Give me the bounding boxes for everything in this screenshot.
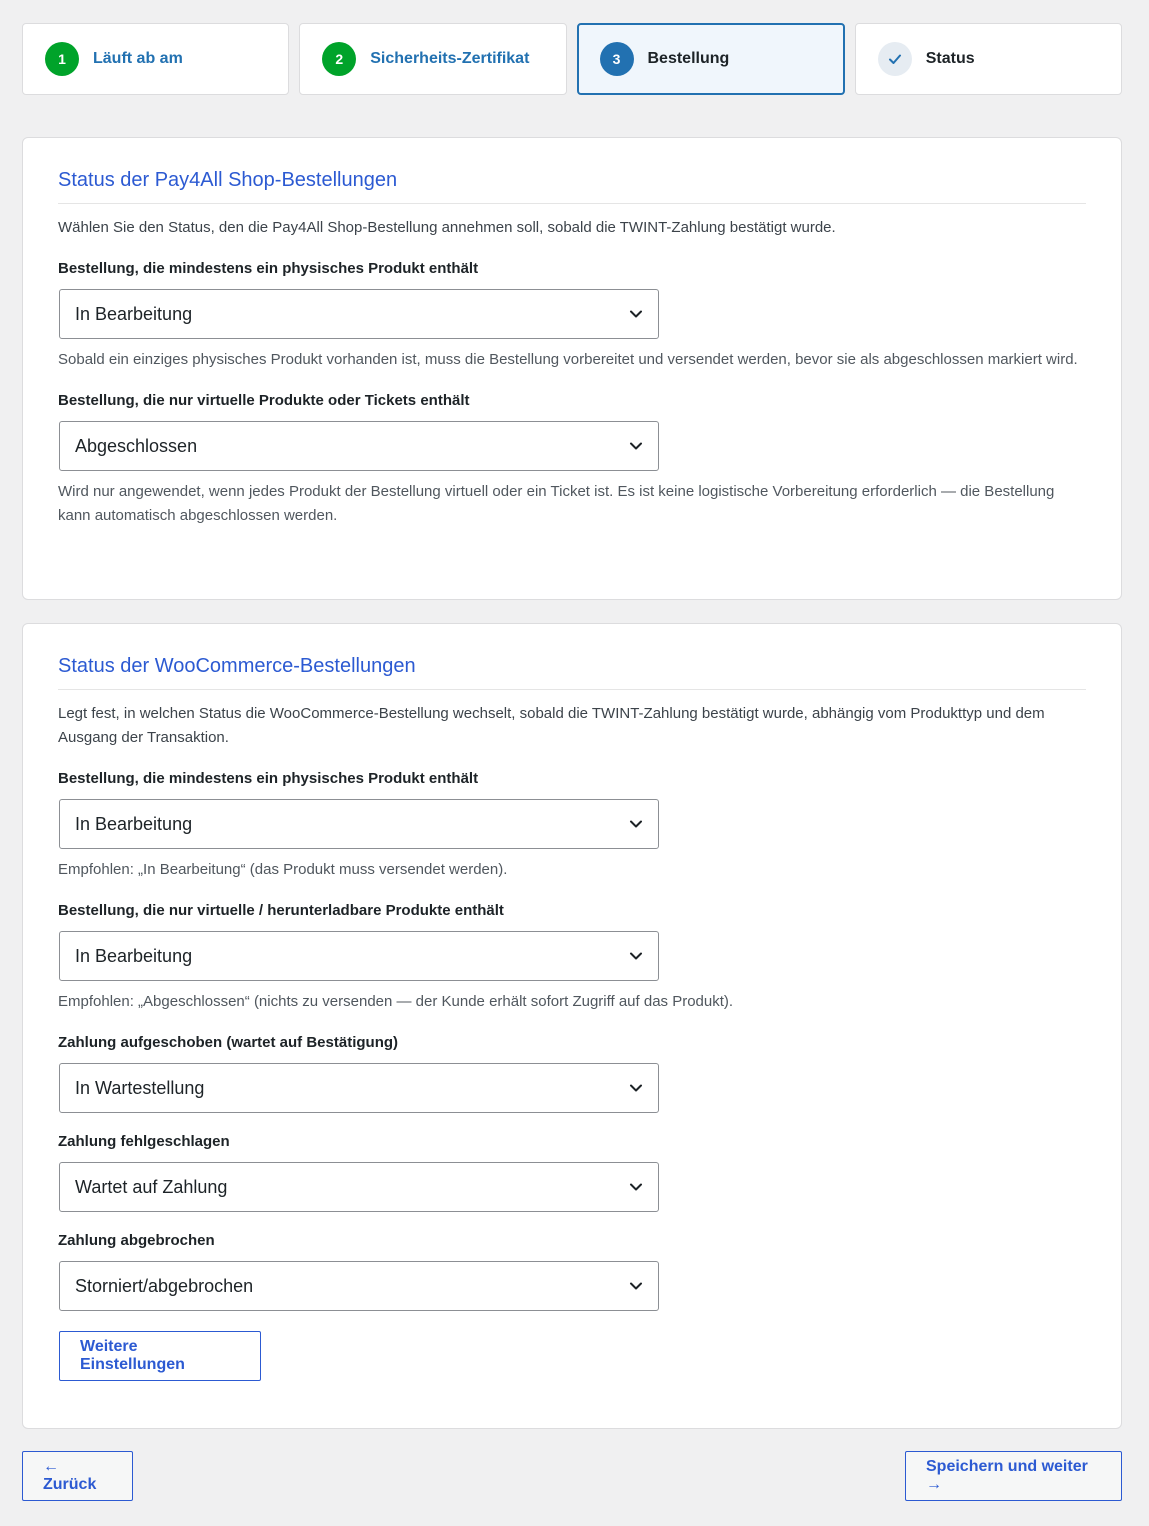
chevron-down-icon [628, 816, 644, 832]
shop-orders-card [22, 137, 1122, 600]
field-hint: Empfohlen: „Abgeschlossen“ (nichts zu versenden — der Kunde erhält sofort Zugriff auf das Produkt). [58, 993, 734, 1010]
field-label: Zahlung fehlgeschlagen [58, 1133, 230, 1150]
select-value: In Bearbeitung [75, 813, 193, 834]
field-label: Zahlung abgebrochen [58, 1232, 215, 1249]
woo-virtual-status-select[interactable] [59, 931, 659, 981]
woo-failed-status-select[interactable] [59, 1162, 659, 1212]
section-title: Status der WooCommerce-Bestellungen [58, 624, 1086, 690]
back-button[interactable]: ← Zurück [22, 1451, 133, 1501]
field-hint: Empfohlen: „In Bearbeitung“ (das Produkt muss versendet werden). [58, 861, 508, 878]
woo-orders-card [22, 623, 1122, 1429]
step-order[interactable] [577, 23, 845, 95]
check-icon [878, 42, 912, 76]
step-number-badge: 1 [45, 42, 79, 76]
step-label: Sicherheits-Zertifikat [370, 50, 530, 67]
select-value: Wartet auf Zahlung [75, 1176, 228, 1197]
field-label: Bestellung, die mindestens ein physisches Produkt enthält [58, 770, 479, 787]
step-label: Status [925, 50, 975, 67]
step-status[interactable] [855, 23, 1122, 95]
select-value: In Bearbeitung [75, 303, 193, 324]
chevron-down-icon [628, 948, 644, 964]
field-label: Zahlung aufgeschoben (wartet auf Bestätigung) [58, 1034, 399, 1051]
select-value: Abgeschlossen [75, 435, 198, 456]
field-hint: Sobald ein einziges physisches Produkt vorhanden ist, muss die Bestellung vorbereitet und versendet werden, bevor sie als abgeschlossen markiert wird. [58, 351, 1078, 368]
chevron-down-icon [628, 1080, 644, 1096]
chevron-down-icon [628, 1278, 644, 1294]
section-title: Status der Pay4All Shop-Bestellungen [58, 138, 1086, 204]
stepper [22, 23, 1122, 95]
select-value: Storniert/abgebrochen [75, 1275, 254, 1296]
shop-virtual-status-select[interactable] [59, 421, 659, 471]
field-label: Bestellung, die nur virtuelle / herunterladbare Produkte enthält [58, 902, 504, 919]
step-expiry[interactable] [22, 23, 289, 95]
field-label: Bestellung, die nur virtuelle Produkte oder Tickets enthält [58, 392, 470, 409]
more-settings-button[interactable]: Weitere Einstellungen [59, 1331, 261, 1381]
field-hint: Wird nur angewendet, wenn jedes Produkt der Bestellung virtuell oder ein Ticket ist. Es ist keine logistische Vorbereitung erforderlich — die Bestellung kann automatisch abgeschlossen werden. [58, 483, 1055, 524]
step-number-badge: 2 [322, 42, 356, 76]
woo-cancelled-status-select[interactable] [59, 1261, 659, 1311]
woo-physical-status-select[interactable] [59, 799, 659, 849]
section-description: Legt fest, in welchen Status die WooCommerce-Bestellung wechselt, sobald die TWINT-Zahlung bestätigt wurde, abhängig vom Produkttyp und dem Ausgang der Transaktion. [58, 705, 1045, 746]
woo-pending-status-select[interactable] [59, 1063, 659, 1113]
step-number-badge: 3 [600, 42, 634, 76]
chevron-down-icon [628, 306, 644, 322]
select-value: In Bearbeitung [75, 945, 193, 966]
step-label: Bestellung [647, 50, 730, 67]
shop-physical-status-select[interactable] [59, 289, 659, 339]
section-description: Wählen Sie den Status, den die Pay4All Shop-Bestellung annehmen soll, sobald die TWINT-Zahlung bestätigt wurde. [58, 219, 836, 236]
chevron-down-icon [628, 1179, 644, 1195]
step-certificate[interactable] [299, 23, 566, 95]
chevron-down-icon [628, 438, 644, 454]
field-label: Bestellung, die mindestens ein physisches Produkt enthält [58, 260, 479, 277]
save-and-continue-button[interactable]: Speichern und weiter → [905, 1451, 1122, 1501]
step-label: Läuft ab am [93, 50, 183, 67]
select-value: In Wartestellung [75, 1077, 205, 1098]
